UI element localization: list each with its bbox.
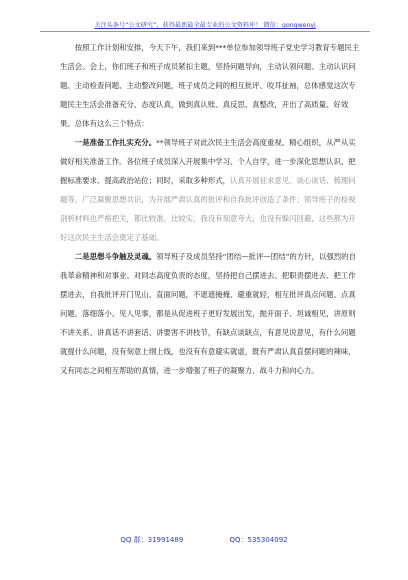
document-body xyxy=(60,38,360,380)
point-two-text: 领导班子及成员坚持“团结—批评—团结”的方针，以强烈的自我革命精神和对事业、对同志高度负责的态度，坚持把自己摆进去、把职责摆进去、把工作摆进去，自我批评开门见山、直面问题，不遮遮掩掩、避重就轻，相互批评真点问题、点真问题，落细落小、见人见事，都是从促进班子更好发展出发，抛开面子、坦诚相见，讲原则不讲关系、讲真话不讲套话、讲要害不讲枝节，有缺点谈缺点，有意见说意见，有什么问题就提什么问题，没有刻意上纲上线，也没有有意避实就虚，既有严肃认真直摆问题的辣味，又有同志之间相互帮助的真情，进一步增强了班子的凝聚力、战斗力和向心力。 xyxy=(60,252,356,375)
footer-qq-group: QQ 群：31991489 xyxy=(120,536,184,544)
page-footer xyxy=(0,535,408,545)
paragraph-point-two xyxy=(60,247,360,380)
paragraph-intro: 按照工作计划和安排，今天下午，我们来到***单位参加领导班子党史学习教育专题民主生活会。会上，你们班子和班子成员紧扣主题，坚持问题导向，主动认领问题、主动认识问题、主动检查问题、主动整改问题，班子成员之间的相互批评、咬耳扯袖，总体感觉这次专题民主生活会准备充分、态度认真，做到真认账、真反思、真整改，开出了高质量、好效果。总体有这么三个特点： xyxy=(60,43,360,128)
page-header: 关注头条号“公文研究”，获得最新最全最专业的公文资料库！ 微信：gongwenyj xyxy=(40,20,370,32)
point-one-text: **领导班子对此次民主生活会高度重视、精心组织，从严从实做好相关准备工作。各位班子成员深入开展集中学习、个人自学，进一步深化思想认识、把握标准要求、提高政治站位；同时，采取多种形式， xyxy=(60,138,356,185)
footer-qq: QQ：535304092 xyxy=(229,536,288,544)
paragraph-point-one xyxy=(60,133,360,247)
point-two-heading: 二是思想斗争触及灵魂。 xyxy=(74,252,157,261)
point-one-heading: 一是准备工作扎实充分。 xyxy=(74,138,157,147)
point-one-text-gray: 认真开展征求意见、谈心谈话、梳理问题等，广泛凝聚思想共识，为开展严肃认真的批评和自我批评创造了条件；领导班子的检视剖析材料也严格把关，都比较准、比较实，我没有刻意夸大，也没有躲闪回避，这些都为开好这次民主生活会奠定了基础。 xyxy=(60,176,356,242)
